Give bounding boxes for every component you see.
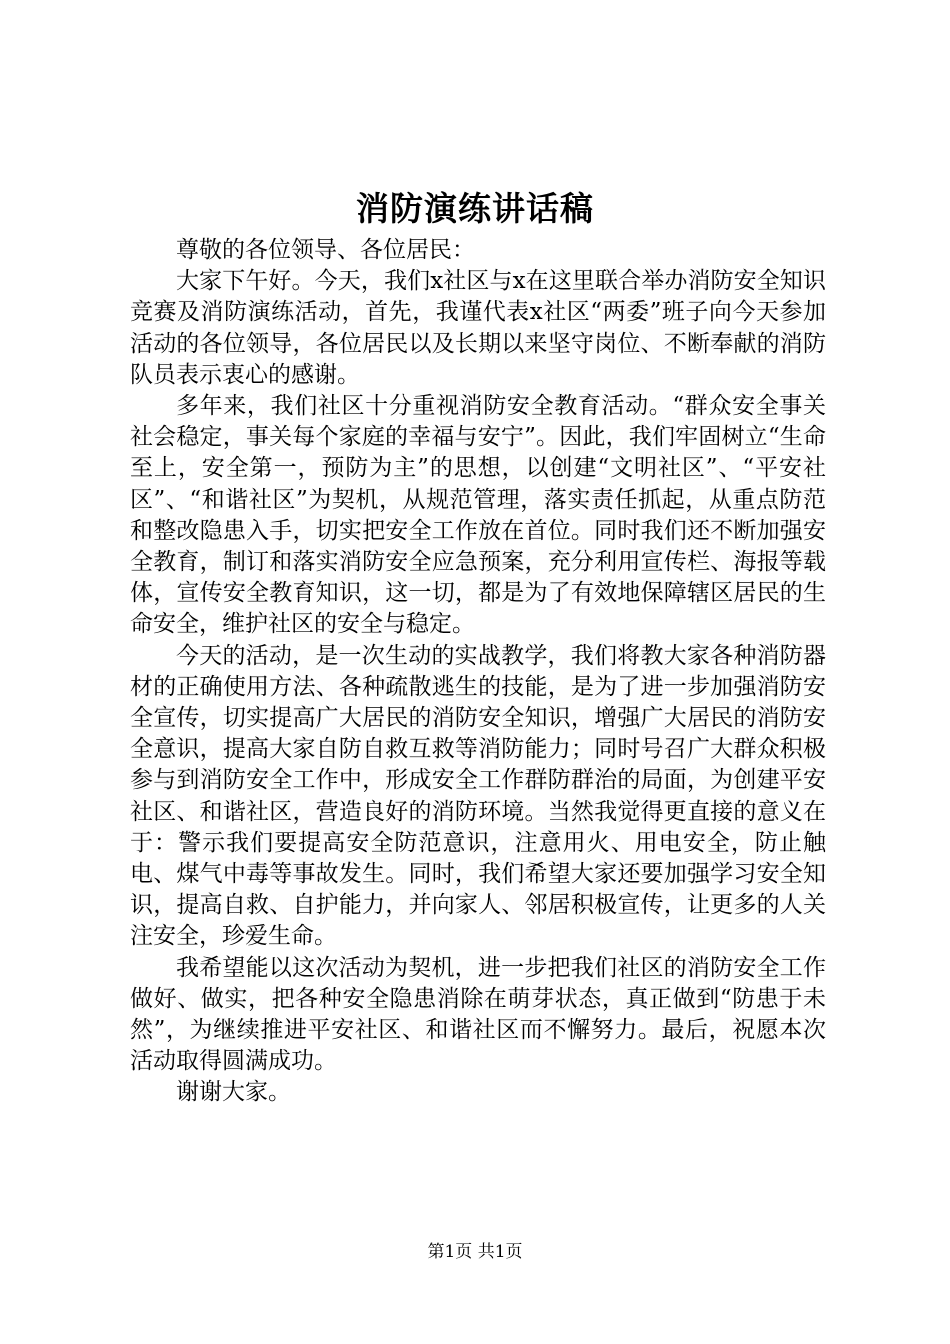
salutation: 尊敬的各位领导、各位居民： (176, 237, 475, 263)
paragraph-wishes: 我希望能以这次活动为契机，进一步把我们社区的消防安全工作做好、做实，把各种安全隐患消除在萌芽状态，真正做到“防患于未然”，为继续推进平安社区、和谐社区而不懈努力。最后，祝愿本次活动取得圆满成功。 (130, 954, 826, 1075)
closing-line: 谢谢大家。 (176, 1079, 291, 1106)
document-body (130, 235, 826, 1109)
paragraph-safety-work: 多年来，我们社区十分重视消防安全教育活动。“群众安全事关社会稳定，事关每个家庭的幸福与安宁”。因此，我们牢固树立“生命至上，安全第一，预防为主”的思想，以创建“文明社区”、“平安社区”、“和谐社区”为契机，从规范管理，落实责任抓起，从重点防范和整改隐患入手，切实把安全工作放在首位。同时我们还不断加强安全教育，制订和落实消防安全应急预案，充分利用宣传栏、海报等载体，宣传安全教育知识，这一切，都是为了有效地保障辖区居民的生命安全，维护社区的安全与稳定。 (130, 393, 826, 638)
paragraph-greeting: 大家下午好。今天，我们x社区与x在这里联合举办消防安全知识竞赛及消防演练活动，首先，我谨代表x社区“两委”班子向今天参加活动的各位领导，各位居民以及长期以来坚守岗位、不断奉献的消防队员表示衷心的感谢。 (130, 268, 826, 388)
paragraph-activity-meaning: 今天的活动，是一次生动的实战教学，我们将教大家各种消防器材的正确使用方法、各种疏散逃生的技能，是为了进一步加强消防安全宣传，切实提高广大居民的消防安全知识，增强广大居民的消防安全意识，提高大家自防自救互救等消防能力；同时号召广大群众积极参与到消防安全工作中，形成安全工作群防群治的局面，为创建平安社区、和谐社区，营造良好的消防环境。当然我觉得更直接的意义在于：警示我们要提高安全防范意识，注意用火、用电安全，防止触电、煤气中毒等事故发生。同时，我们希望大家还要加强学习安全知识，提高自救、自护能力，并向家人、邻居积极宣传，让更多的人关注安全，珍爱生命。 (130, 642, 826, 950)
document-title: 消防演练讲话稿 (356, 189, 594, 228)
page-footer: 第1页 共1页 (427, 1242, 523, 1262)
